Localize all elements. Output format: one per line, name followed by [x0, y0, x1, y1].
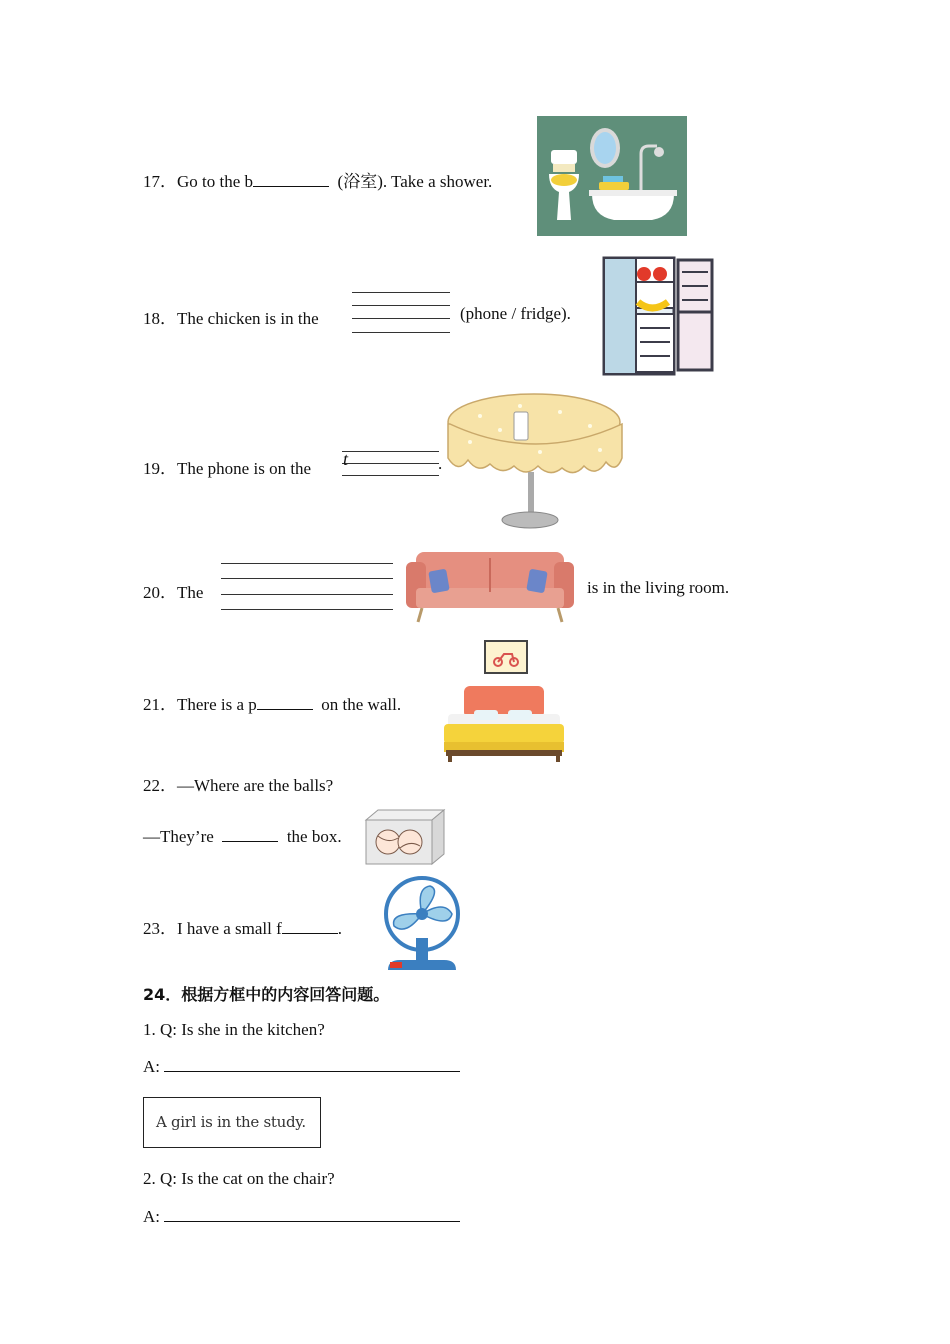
- q24-info-box-text: A girl is in the study.: [156, 1113, 306, 1131]
- q22-blank[interactable]: [222, 827, 278, 842]
- q21-blank[interactable]: [257, 695, 313, 710]
- q18-writing-line-4[interactable]: [352, 332, 450, 333]
- q20-number: 20．: [143, 583, 177, 602]
- q19-text: The phone is on the: [177, 459, 312, 478]
- q24-question-1: 1. Q: Is she in the kitchen?: [143, 1020, 325, 1039]
- fan-picture: [380, 876, 464, 974]
- q17-line: [143, 167, 492, 192]
- q19-writing-line-1[interactable]: [342, 451, 439, 452]
- table-picture: [440, 392, 632, 534]
- q21-number: 21．: [143, 695, 177, 714]
- q17-hint: (浴室). Take a shower.: [337, 172, 493, 191]
- q20-line-start: [143, 578, 203, 603]
- q20-writing-line-2[interactable]: [221, 578, 393, 579]
- q22-question-text: —Where are the balls?: [177, 776, 334, 795]
- q19-line: [143, 454, 311, 479]
- q24-answer-1-line: [143, 1057, 460, 1077]
- q24-instruction: 根据方框中的内容回答问题。: [181, 985, 390, 1004]
- q24-answer-2-line: [143, 1207, 460, 1227]
- q18-hint: (phone / fridge).: [460, 304, 571, 323]
- q24-answer-1-label: A:: [143, 1057, 160, 1076]
- q20-writing-line-1[interactable]: [221, 563, 393, 564]
- bed-picture: [442, 684, 566, 764]
- q24-answer-2-label: A:: [143, 1207, 160, 1226]
- q18-line: [143, 304, 319, 329]
- q19-period: .: [438, 454, 443, 473]
- q18-number: 18．: [143, 309, 177, 328]
- q20-line-end: is in the living room.: [587, 578, 730, 597]
- q22-answer-text: —They’re: [143, 827, 214, 846]
- q19-first-letter: t: [343, 449, 349, 469]
- q23-number: 23．: [143, 919, 177, 938]
- q22-answer: [143, 827, 342, 847]
- fridge-picture: [598, 252, 718, 378]
- q23-text: I have a small f: [177, 919, 282, 938]
- q24-number: 24．: [143, 985, 182, 1004]
- q20-writing-line-4[interactable]: [221, 609, 393, 610]
- q19-writing-line-2[interactable]: [342, 463, 439, 464]
- bathroom-picture: [537, 116, 687, 236]
- q18-writing-line-2[interactable]: [352, 305, 450, 306]
- q17-number: 17．: [143, 172, 177, 191]
- q24-answer-2-field[interactable]: [164, 1207, 460, 1222]
- q18-writing-line-1[interactable]: [352, 292, 450, 293]
- q21-text-end: on the wall.: [321, 695, 402, 714]
- q24-info-box: [143, 1097, 321, 1148]
- q24-instruction-line: [143, 982, 389, 1005]
- q18-writing-line-3[interactable]: [352, 318, 450, 319]
- q20-text: The: [177, 583, 204, 602]
- q18-text: The chicken is in the: [177, 309, 319, 328]
- q20-writing-line-3[interactable]: [221, 594, 393, 595]
- q22-number: 22．: [143, 776, 177, 795]
- q23-period: .: [337, 919, 343, 938]
- q17-blank[interactable]: [253, 172, 329, 187]
- q21-line: [143, 690, 401, 715]
- picture-frame-icon: [484, 640, 528, 674]
- q19-writing-line-3[interactable]: [342, 475, 439, 476]
- q22-answer-end: the box.: [286, 827, 342, 846]
- q19-number: 19．: [143, 459, 177, 478]
- q21-text: There is a p: [177, 695, 257, 714]
- q24-answer-1-field[interactable]: [164, 1057, 460, 1072]
- sofa-picture: [404, 548, 576, 626]
- q24-question-2: 2. Q: Is the cat on the chair?: [143, 1169, 335, 1188]
- q22-question: [143, 771, 333, 796]
- q17-text: Go to the b: [177, 172, 254, 191]
- q23-line: [143, 914, 342, 939]
- box-with-balls-picture: [362, 808, 448, 866]
- q23-blank[interactable]: [282, 919, 338, 934]
